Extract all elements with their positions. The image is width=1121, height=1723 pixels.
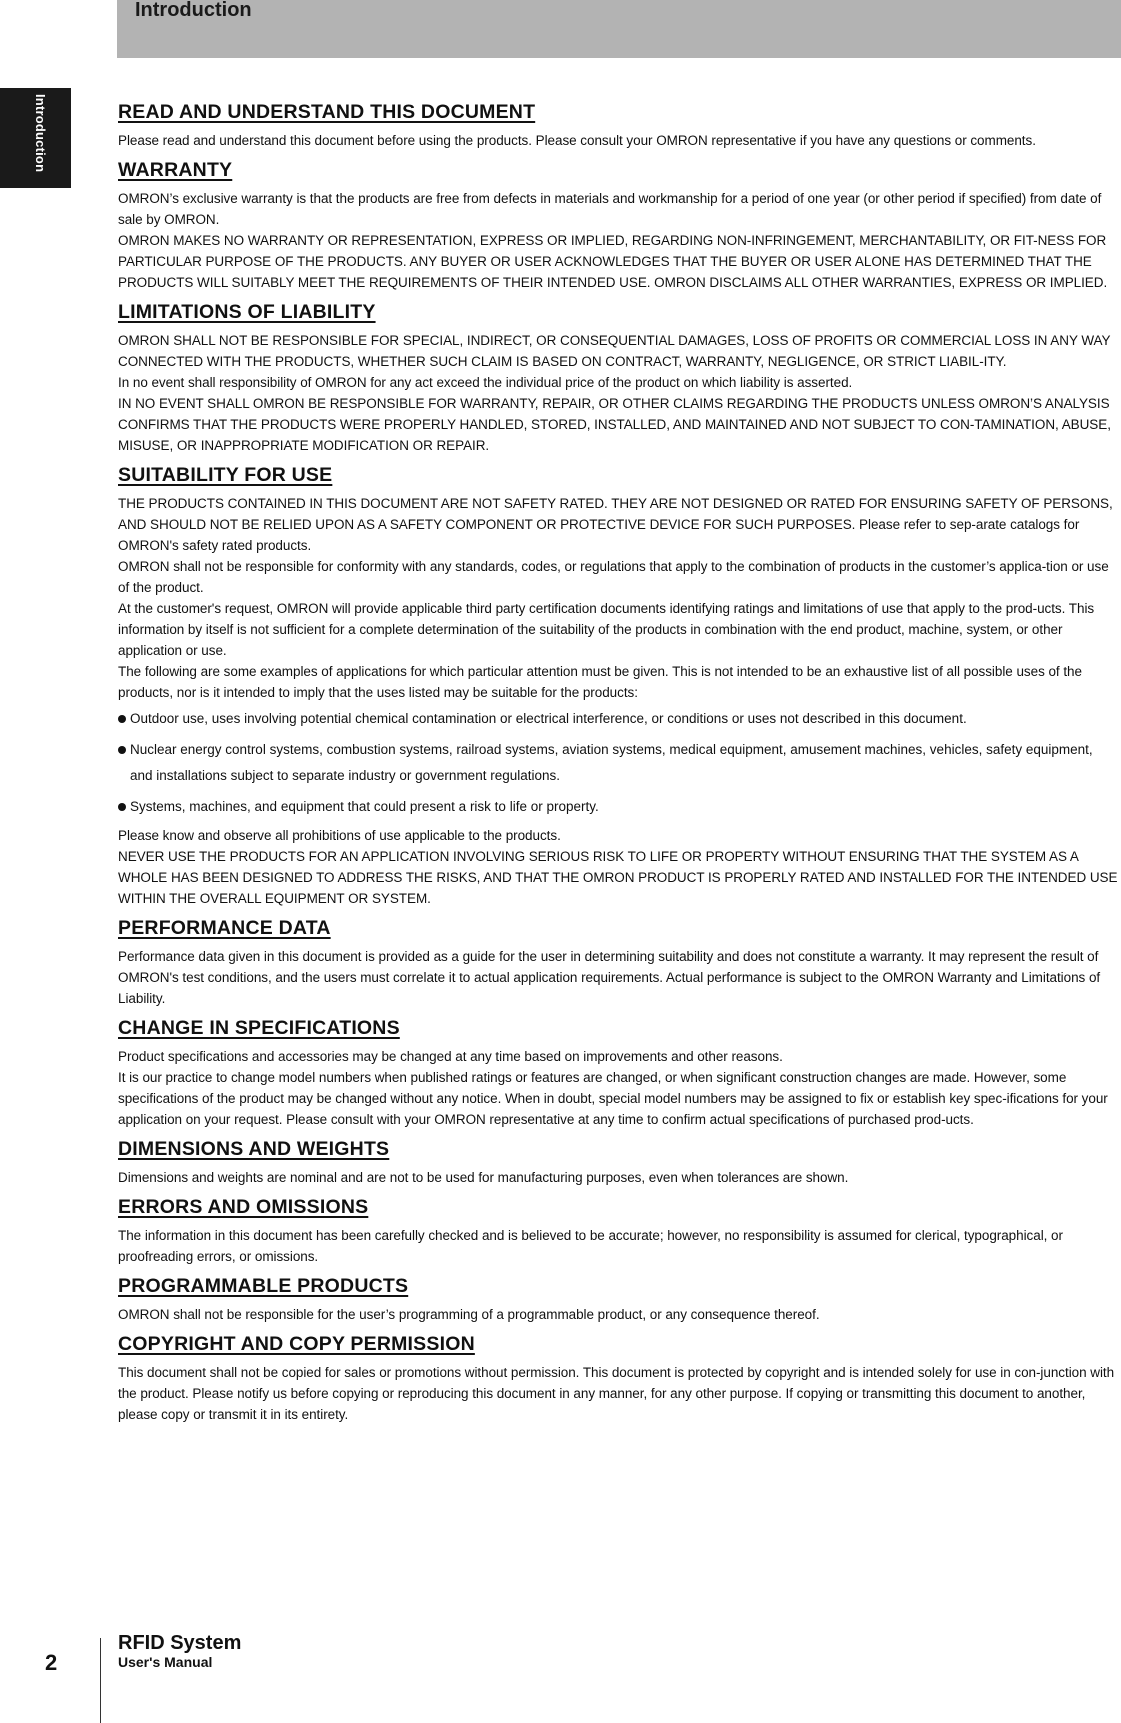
section bbox=[118, 1330, 1118, 1425]
section-heading: WARRANTY bbox=[118, 159, 233, 181]
section-heading: COPYRIGHT AND COPY PERMISSION bbox=[118, 1333, 475, 1355]
section bbox=[118, 914, 1118, 1009]
section-heading: LIMITATIONS OF LIABILITY bbox=[118, 301, 376, 323]
section-paragraph: Please know and observe all prohibitions of use applicable to the products. bbox=[118, 828, 561, 843]
section-paragraph: OMRON MAKES NO WARRANTY OR REPRESENTATION, EXPRESS OR IMPLIED, REGARDING NON-INFRINGEMENT, MERCHANTABILITY, OR FIT-NESS FOR PARTICULAR PURPOSE OF THE PRODUCTS. ANY BUYER OR USER ACKNOWLEDGES THAT THE BUYER OR USER ALONE HAS DETERMINED THAT THE PRODUCTS WILL SUITABLY MEET THE REQUIREMENTS OF THEIR INTENDED USE. OMRON DISCLAIMS ALL OTHER WARRANTIES, EXPRESS OR IMPLIED. bbox=[118, 233, 1108, 290]
footer-divider bbox=[100, 1638, 101, 1723]
bullet-text: Systems, machines, and equipment that could present a risk to life or property. bbox=[130, 799, 599, 814]
section bbox=[118, 461, 1118, 909]
bullet-text: Nuclear energy control systems, combustion systems, railroad systems, aviation systems, medical equipment, amusement machines, vehicles, safety equipment, and installations subject to separate industry or government regulations. bbox=[130, 742, 1093, 783]
section bbox=[118, 1014, 1118, 1130]
bullet-dot-icon bbox=[118, 746, 126, 754]
section-paragraph: Performance data given in this document is provided as a guide for the user in determining suitability and does not constitute a warranty. It may represent the result of OMRON's test conditions, and the users must correlate it to actual application requirements. Actual performance is subject to the OMRON Warranty and Limitations of Liability. bbox=[118, 949, 1101, 1006]
bullet-dot-icon bbox=[118, 715, 126, 723]
section-paragraph: At the customer's request, OMRON will provide applicable third party certification documents identifying ratings and limitations of use that apply to the prod-ucts. This information by itself is not sufficient for a complete determination of the suitability of the products in combination with the end product, machine, system, or other application or use. bbox=[118, 601, 1095, 658]
section-paragraph: The information in this document has been carefully checked and is believed to be accurate; however, no responsibility is assumed for clerical, typographical, or proofreading errors, or omissions. bbox=[118, 1228, 1063, 1264]
section-paragraph: OMRON’s exclusive warranty is that the products are free from defects in materials and workmanship for a period of one year (or other period if specified) from date of sale by OMRON. bbox=[118, 191, 1102, 227]
page-number: 2 bbox=[45, 1650, 58, 1675]
section bbox=[118, 98, 1118, 151]
section-paragraph: It is our practice to change model numbers when published ratings or features are changed, or when significant construction changes are made. However, some specifications of the product may be changed without any notice. When in doubt, special model numbers may be assigned to fix or establish key spec-ifications for your application on your request. Please consult with your OMRON representative at any time to confirm actual specifications of purchased prod-ucts. bbox=[118, 1070, 1108, 1127]
header-title: Introduction bbox=[135, 0, 252, 21]
section-heading: READ AND UNDERSTAND THIS DOCUMENT bbox=[118, 101, 536, 123]
bullet-text: Outdoor use, uses involving potential chemical contamination or electrical interference, or conditions or uses not described in this document. bbox=[130, 711, 967, 726]
section-paragraph: Dimensions and weights are nominal and are not to be used for manufacturing purposes, even when tolerances are shown. bbox=[118, 1170, 849, 1185]
section-paragraph: In no event shall responsibility of OMRON for any act exceed the individual price of the product on which liability is asserted. bbox=[118, 375, 853, 390]
section-heading: DIMENSIONS AND WEIGHTS bbox=[118, 1138, 390, 1160]
footer-title: RFID System bbox=[118, 1632, 242, 1654]
section bbox=[118, 1193, 1118, 1267]
section-paragraph: The following are some examples of applications for which particular attention must be given. This is not intended to be an exhaustive list of all possible uses of the products, nor is it intended to imply that the uses listed may be suitable for the products: bbox=[118, 664, 1082, 700]
section-heading: CHANGE IN SPECIFICATIONS bbox=[118, 1017, 400, 1039]
section-heading: PROGRAMMABLE PRODUCTS bbox=[118, 1275, 409, 1297]
section-paragraph: IN NO EVENT SHALL OMRON BE RESPONSIBLE FOR WARRANTY, REPAIR, OR OTHER CLAIMS REGARDING THE PRODUCTS UNLESS OMRON’S ANALYSIS CONFIRMS THAT THE PRODUCTS WERE PROPERLY HANDLED, STORED, INSTALLED, AND MAINTAINED AND NOT SUBJECT TO CON-TAMINATION, ABUSE, MISUSE, OR INAPPROPRIATE MODIFICATION OR REPAIR. bbox=[118, 396, 1111, 453]
footer-subtitle: User's Manual bbox=[118, 1654, 213, 1670]
section-heading: PERFORMANCE DATA bbox=[118, 917, 331, 939]
section-heading: ERRORS AND OMISSIONS bbox=[118, 1196, 369, 1218]
section-paragraph: OMRON shall not be responsible for the user’s programming of a programmable product, or any consequence thereof. bbox=[118, 1307, 820, 1322]
section-paragraph: Please read and understand this document before using the products. Please consult your OMRON representative if you have any questions or comments. bbox=[118, 133, 1036, 148]
section-paragraph: OMRON shall not be responsible for conformity with any standards, codes, or regulations that apply to the combination of products in the customer’s applica-tion or use of the product. bbox=[118, 559, 1109, 595]
section-paragraph: This document shall not be copied for sales or promotions without permission. This document is protected by copyright and is intended solely for use in con-junction with the product. Please notify us before copying or reproducing this document in any manner, for any other purpose. If copying or transmitting this document to another, please copy or transmit it in its entirety. bbox=[118, 1365, 1115, 1422]
section-paragraph: OMRON SHALL NOT BE RESPONSIBLE FOR SPECIAL, INDIRECT, OR CONSEQUENTIAL DAMAGES, LOSS OF PROFITS OR COMMERCIAL LOSS IN ANY WAY CONNECTED WITH THE PRODUCTS, WHETHER SUCH CLAIM IS BASED ON CONTRACT, WARRANTY, NEGLIGENCE, OR STRICT LIABIL-ITY. bbox=[118, 333, 1111, 369]
bullet-item bbox=[118, 794, 1118, 820]
bullet-dot-icon bbox=[118, 803, 126, 811]
section bbox=[118, 156, 1118, 293]
section-paragraph: THE PRODUCTS CONTAINED IN THIS DOCUMENT ARE NOT SAFETY RATED. THEY ARE NOT DESIGNED OR RATED FOR ENSURING SAFETY OF PERSONS, AND SHOULD NOT BE RELIED UPON AS A SAFETY COMPONENT OR PROTECTIVE DEVICE FOR SUCH PURPOSES. Please refer to sep-arate catalogs for OMRON's safety rated products. bbox=[118, 496, 1113, 553]
bullet-item bbox=[118, 706, 1118, 732]
section-heading: SUITABILITY FOR USE bbox=[118, 464, 333, 486]
section-paragraph: NEVER USE THE PRODUCTS FOR AN APPLICATION INVOLVING SERIOUS RISK TO LIFE OR PROPERTY WITHOUT ENSURING THAT THE SYSTEM AS A WHOLE HAS BEEN DESIGNED TO ADDRESS THE RISKS, AND THAT THE OMRON PRODUCT IS PROPERLY RATED AND INSTALLED FOR THE INTENDED USE WITHIN THE OVERALL EQUIPMENT OR SYSTEM. bbox=[118, 849, 1118, 906]
header-bar bbox=[117, 0, 1121, 58]
section bbox=[118, 1135, 1118, 1188]
section bbox=[118, 298, 1118, 456]
side-tab-label: Introduction bbox=[33, 94, 48, 173]
section bbox=[118, 1272, 1118, 1325]
document-body bbox=[118, 98, 1118, 1430]
bullet-item bbox=[118, 737, 1118, 789]
section-paragraph: Product specifications and accessories may be changed at any time based on improvements and other reasons. bbox=[118, 1049, 783, 1064]
